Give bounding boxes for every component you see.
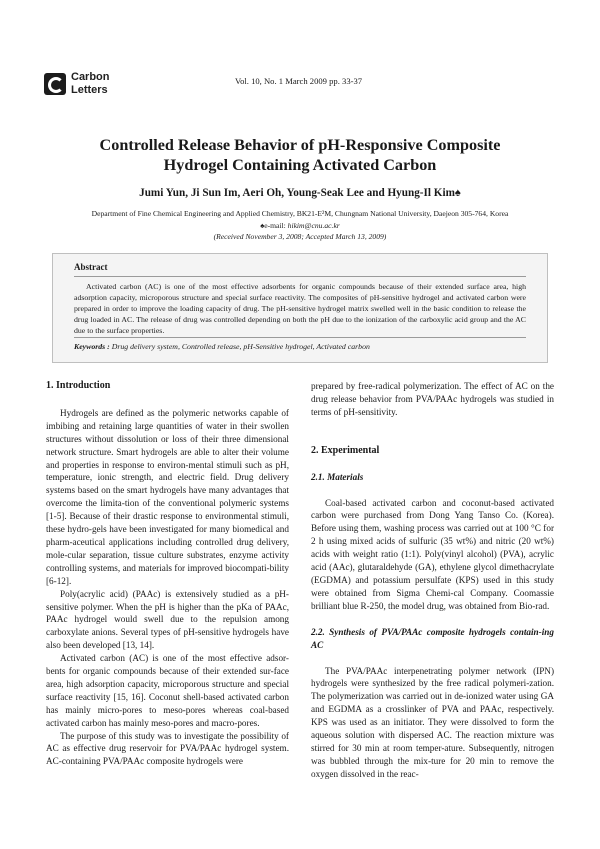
intro-paragraph-3: Activated carbon (AC) is one of the most effective adsor-bents for organic compounds because of their extended sur-face area, high adsorption capacity, microporous structure and special surface reactivity [15, 16]. Coconut shell-based activated carbon has mainly micro-pores to meso-pores whereas coal-based activated carbon has mainly meso-pores and macro-pores. bbox=[46, 653, 289, 728]
intro-paragraph-2: Poly(acrylic acid) (PAAc) is extensively studied as a pH-sensitive polymer. When the pH is higher than the pKa of PAAc, PAAc hydrogel would swell due to the repulsion among carboxylate anions. Several types of pH-sensitive hydrogels have also been developed [13, 14]. bbox=[46, 588, 289, 651]
title-line2: Hydrogel Containing Activated Carbon bbox=[163, 156, 437, 174]
abstract-heading: Abstract bbox=[74, 262, 108, 272]
journal-name bbox=[71, 71, 110, 96]
abstract-divider-bottom bbox=[74, 337, 526, 338]
intro-paragraph-4-continued: prepared by free-radical polymerization. The effect of AC on the drug release behavior from PVA/PAAc hydrogels was studied in terms of pH-sensitivity. bbox=[311, 381, 554, 417]
volume-info-text: Vol. 10, No. 1 March 2009 pp. 33-37 bbox=[235, 76, 363, 86]
carbon-letters-logo-icon bbox=[44, 73, 66, 95]
keywords-label: Keywords : bbox=[74, 342, 112, 351]
keywords-list: Drug delivery system, Controlled release, pH-Sensitive hydrogel, Activated carbon bbox=[111, 342, 370, 351]
intro-paragraph-4: The purpose of this study was to investigate the possibility of AC as effective drug reservoir for PVA/PAAc hydrogel system. AC-containing PVA/PAAc composite hydrogels were bbox=[46, 730, 289, 767]
subsection-heading-materials: 2.1. Materials bbox=[311, 471, 364, 482]
email-label: ♠e-mail: bbox=[260, 220, 288, 230]
intro-paragraph-1: Hydrogels are defined as the polymeric networks capable of imbibing and retaining large quantities of water in their swollen structures without dissolution or loss of their three dimensional network structure. Smart hydrogels are able to alter their volume and properties in response to environ-mental stimuli such as pH, temperature, ionic strength, and electric field. Drug delivery systems based on the smart hydrogels have many advantages that overcome the limita-tion of the conventional polymeric systems [1-5]. Because of their drastic response to environmental stimuli, these hydro-gels have been investigated for many biomedical and pharm-aceutical applications including controlled drug delivery, mole-cular separation, tissue culture substrates, enzyme activity controlling systems, and materials for improved biocompati-bility [6-12]. bbox=[46, 407, 289, 586]
keywords bbox=[74, 342, 526, 351]
paper-title bbox=[60, 135, 540, 175]
section-heading-experimental: 2. Experimental bbox=[311, 444, 380, 456]
left-column bbox=[46, 380, 289, 768]
received-dates: (Received November 3, 2008; Accepted March 13, 2009) bbox=[213, 232, 387, 241]
materials-paragraph: Coal-based activated carbon and coconut-based activated carbon were purchased from Dong Yang Tanso Co. (Korea). Before using them, washing process was carried out at 100 °C for 2 h using mixed acids of sulfuric (35 wt%) and nitric (20 wt%) acids with weight ratio (1:1). Poly(vinyl alcohol) (PVA), acrylic acid (AAc), glutaraldehyde (GA), ethylene glycol dimethacrylate (EGDMA) and potassium persulfate (KPS) used in this study were obtained from Sigma Chemi-cal Company. Coomassie brilliant blue R-250, the model drug, was obtained from Bio-rad. bbox=[311, 497, 554, 611]
journal-logo bbox=[44, 71, 134, 101]
section-heading-introduction: 1. Introduction bbox=[46, 380, 111, 391]
email-line bbox=[30, 220, 570, 232]
affiliation-block bbox=[30, 208, 570, 243]
affiliation: Department of Fine Chemical Engineering and Applied Chemistry, BK21-E²M, Chungnam National University, Daejeon 305-764, Korea bbox=[91, 209, 509, 218]
subsection-heading-synthesis: 2.2. Synthesis of PVA/PAAc composite hydrogels contain-ing AC bbox=[311, 626, 554, 650]
abstract-box bbox=[52, 253, 548, 363]
email-address: hikim@cnu.ac.kr bbox=[287, 220, 340, 230]
right-column bbox=[311, 380, 554, 781]
abstract-text: Activated carbon (AC) is one of the most effective adsorbents for organic compounds because of their extended surface area, high adsorption capacity, microporous structure and special surface reactivity. The composites of pH-sensitive hydrogel and activated carbon were prepared in order to improve the loading capacity of drug. The pH-sensitive hydrogel matrix swelled well in the basic condition to release the drug loaded in AC. The release of drug was controlled depending on both the pH due to the ionization of the carboxylic acid group and the AC due to the surface properties. bbox=[74, 282, 526, 336]
title-line1: Controlled Release Behavior of pH-Responsive Composite bbox=[99, 136, 501, 154]
abstract-divider-top bbox=[74, 276, 526, 277]
journal-name-line1: Carbon bbox=[71, 71, 110, 83]
authors: Jumi Yun, Ji Sun Im, Aeri Oh, Young-Seak Lee and Hyung-Il Kim♠ bbox=[139, 187, 461, 199]
journal-name-line2: Letters bbox=[71, 83, 108, 96]
synthesis-paragraph: The PVA/PAAc interpenetrating polymer network (IPN) hydrogels were synthesized by the free radical polymeri-zation. The polymerization was carried out in de-ionized water using GA and EGDMA as a crosslinker of PVA and PAAc, respectively. KPS was used as an initiator. They were dissolved to form the aqueous solution with dispersed AC. The reaction mixture was stirred for 30 min at room temper-ature. Subsequently, nitrogen was bubbled through the mix-ture for 20 min to remove the oxygen dissolved in the reac- bbox=[311, 665, 554, 779]
